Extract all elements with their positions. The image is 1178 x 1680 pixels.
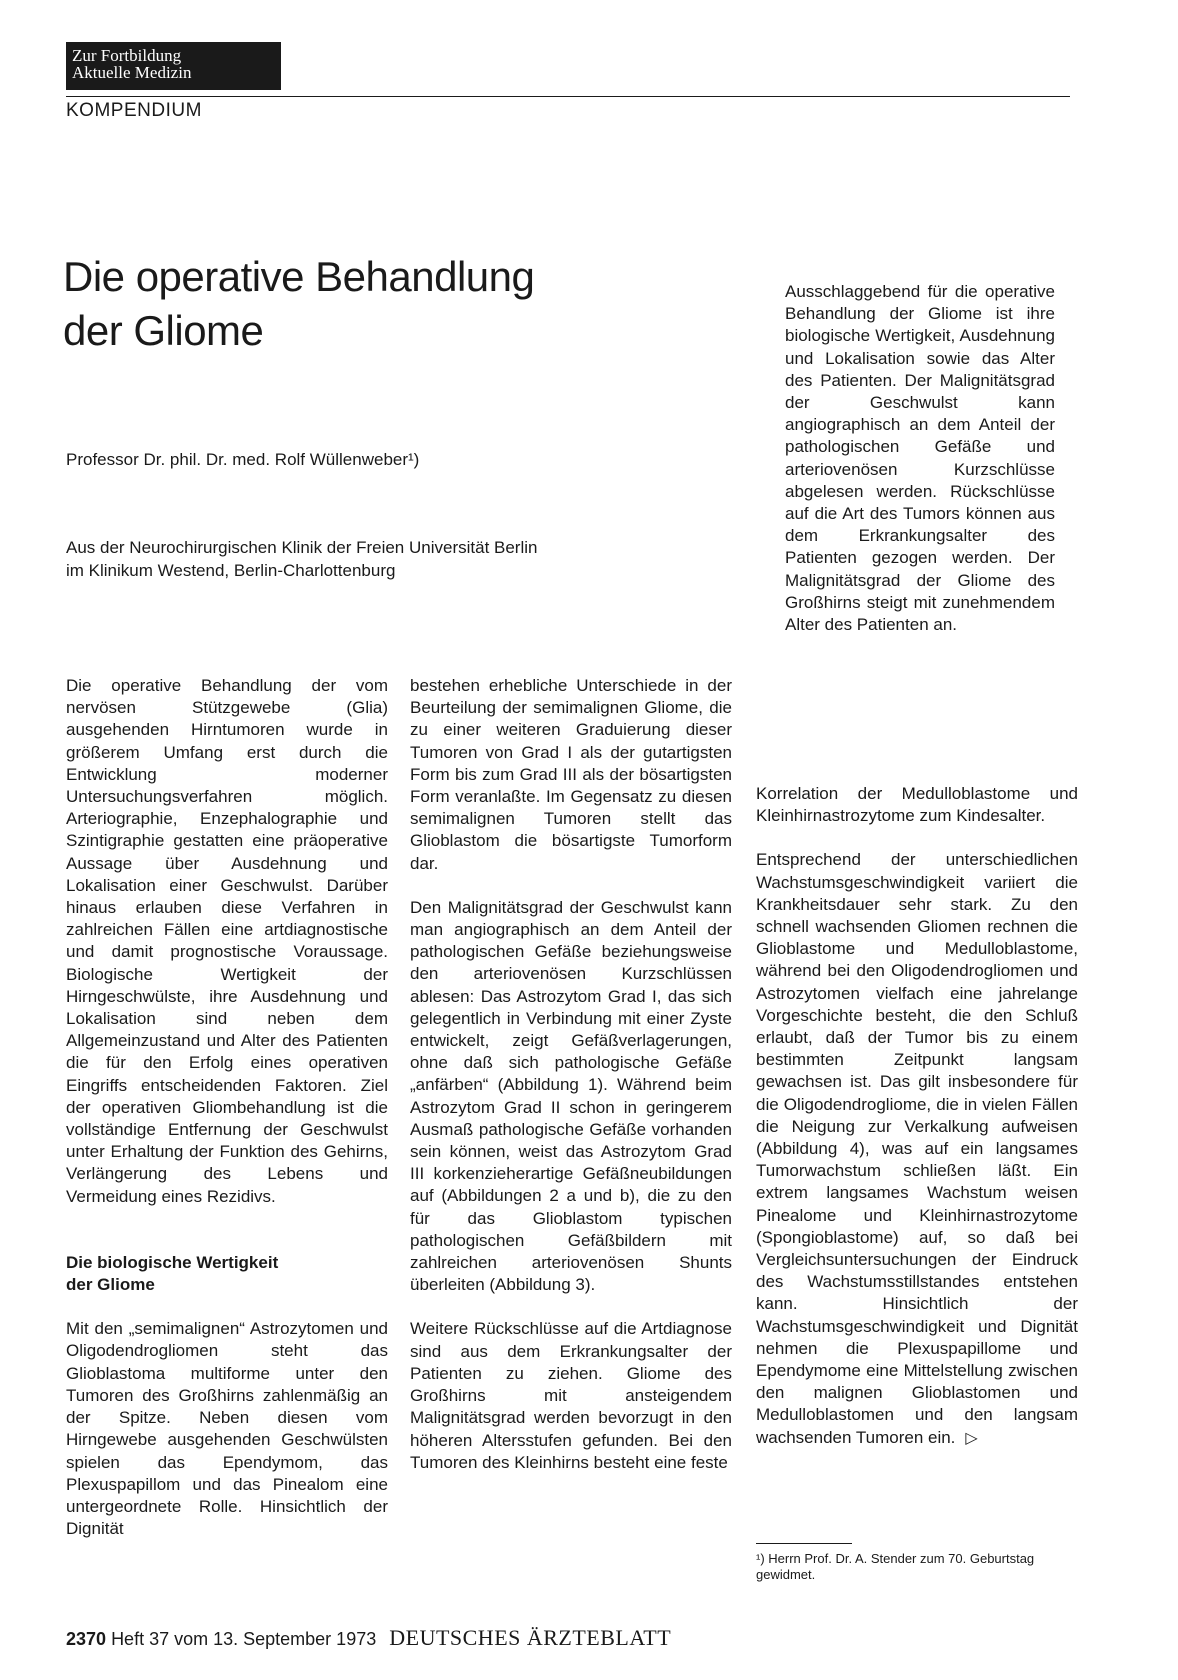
col2-paragraph-1: bestehen erhebliche Unterschiede in der Beurteilung der semimalignen Gliome, die zu einer weiteren Graduierung dieser Tumoren von Grad I als der gutartigsten Form bis zum Grad III als der bösartigsten Form veranlaßte. Im Gegensatz zu diesen semimalignen Tumoren stellt das Glioblastom die bösartigste Tumorform dar. xyxy=(410,676,732,873)
abstract-column xyxy=(785,281,1055,636)
title-line-2: der Gliome xyxy=(63,307,264,354)
section-label: KOMPENDIUM xyxy=(66,100,202,121)
badge-line-1: Zur Fortbildung xyxy=(72,46,182,65)
col2-paragraph-2: Den Malignitätsgrad der Geschwulst kann man angiographisch an dem Anteil der pathologischen Gefäße beziehungsweise den arteriovenösen Kurzschlüssen ablesen: Das Astrozytom Grad I, das sich gelegentlich in Verbindung mit einer Zyste entwickelt, zeigt Gefäßverlagerungen, ohne daß sich pathologische Gefäße „anfärben“ (Abbildung 1). Während beim Astrozytom Grad II schon in geringerem Ausmaß pathologische Gefäße vorhanden sein können, weist das Astrozytom Grad III korkenzieherartige Gefäßneubildungen auf (Abbildungen 2 a und b), die zu den für das Glioblastom typischen pathologischen Gefäßbildern mit zahlreichen arteriovenösen Shunts überleiten (Abbildung 3). xyxy=(410,897,732,1295)
article-author: Professor Dr. phil. Dr. med. Rolf Wüllenweber¹) xyxy=(66,450,420,469)
subheading-line-2: der Gliome xyxy=(66,1275,155,1295)
issue-info: Heft 37 vom 13. September 1973 xyxy=(111,1629,377,1649)
footnote: ¹) Herrn Prof. Dr. A. Stender zum 70. Geburtstag gewidmet. xyxy=(756,1551,1035,1582)
col3-paragraph-1: Korrelation der Medulloblastome und Kleinhirnastrozytome zum Kindesalter. xyxy=(756,784,1078,826)
body-column-2 xyxy=(410,675,732,1474)
section-subheading xyxy=(66,1252,388,1296)
col3-paragraph-2-text: Entsprechend der unterschiedlichen Wachstumsgeschwindigkeit variiert die Krankheitsdauer sehr stark. Zu den schnell wachsenden Gliomen rechnen die Glioblastome und Medulloblastome, während bei den Oligodendrogliomen und Astrozytomen vielfach eine jahrelange Vorgeschichte besteht, die den Schluß erlaubt, daß der Tumor bis zu einem bestimmten Zeitpunkt langsam gewachsen ist. Das gilt insbesondere für die Oligodendrogliome, die in vielen Fällen die Neigung zur Verkalkung aufweisen (Abbildung 4), was auf ein langsames Tumorwachstum schließen läßt. Ein extrem langsames Wachstum weisen Pinealome und Kleinhirnastrozytome (Spongioblastome) auf, so daß bei Vergleichsuntersuchungen der Eindruck des Wachstumsstillstandes entstehen kann. Hinsichtlich der Wachstumsgeschwindigkeit und Dignität nehmen die Plexuspapillome und Ependymome eine Mittelstellung zwischen den malignen Glioblastomen und Medulloblastomen und den langsam wachsenden Tumoren ein. xyxy=(756,850,1078,1447)
badge-line-2: Aktuelle Medizin xyxy=(72,63,192,82)
body-column-1 xyxy=(66,675,388,1540)
section-badge xyxy=(66,42,281,90)
affiliation-line-1: Aus der Neurochirurgischen Klinik der Freien Universität Berlin xyxy=(66,538,538,557)
page-number: 2370 xyxy=(66,1629,107,1649)
col1-paragraph-2: Mit den „semimalignen“ Astrozytomen und Oligodendrogliomen steht das Glioblastoma multiforme unter den Tumoren des Großhirns zahlenmäßig an der Spitze. Neben diesen vom Hirngewebe ausgehenden Geschwülsten spielen das Ependymom, das Plexuspapillom und das Pinealom eine untergeordnete Rolle. Hinsichtlich der Dignität xyxy=(66,1319,388,1539)
continue-arrow-icon: ▷ xyxy=(965,1429,978,1447)
col3-paragraph-2 xyxy=(756,849,1078,1449)
journal-name: DEUTSCHES ÄRZTEBLATT xyxy=(389,1625,672,1650)
subheading-line-1: Die biologische Wertigkeit xyxy=(66,1252,279,1272)
article-affiliation xyxy=(66,536,537,582)
abstract-text: Ausschlaggebend für die operative Behandlung der Gliome ist ihre biologische Wertigkeit, Ausdehnung und Lokalisation sowie das Alter des Patienten. Der Malignitätsgrad der Geschwulst kann angiographisch an dem Anteil der pathologischen Gefäße und arteriovenösen Kurzschlüsse abgelesen werden. Rückschlüsse auf die Art des Tumors können aus dem Erkrankungsalter des Patienten gezogen werden. Der Malignitätsgrad der Gliome des Großhirns steigt mit zunehmendem Alter des Patienten an. xyxy=(785,282,1055,635)
article-title xyxy=(63,250,534,358)
col2-paragraph-3: Weitere Rückschlüsse auf die Artdiagnose sind aus dem Erkrankungsalter der Patienten zu ziehen. Gliome des Großhirns mit ansteigendem Malignitätsgrad werden bevorzugt in den höheren Altersstufen gefunden. Bei den Tumoren des Kleinhirns besteht eine feste xyxy=(410,1319,732,1472)
page-footer xyxy=(66,1625,671,1651)
col1-paragraph-1: Die operative Behandlung der vom nervösen Stützgewebe (Glia) ausgehenden Hirntumoren wurde in größerem Umfang erst durch die Entwicklung moderner Untersuchungsverfahren möglich. Arteriographie, Enzephalographie und Szintigraphie gestatten eine präoperative Aussage über Ausdehnung und Lokalisation einer Geschwulst. Darüber hinaus erlauben diese Verfahren in zahlreichen Fällen eine artdiagnostische und damit prognostische Voraussage. Biologische Wertigkeit der Hirngeschwülste, ihre Ausdehnung und Lokalisation sind neben dem Allgemeinzustand und Alter des Patienten die für den Erfolg eines operativen Eingriffs entscheidenden Faktoren. Ziel der operativen Gliombehandlung ist die vollständige Entfernung der Geschwulst unter Erhaltung der Funktion des Gehirns, Verlängerung des Lebens und Vermeidung eines Rezidivs. xyxy=(66,676,388,1206)
affiliation-line-2: im Klinikum Westend, Berlin-Charlottenburg xyxy=(66,561,396,580)
footnote-rule xyxy=(756,1543,852,1544)
body-column-3 xyxy=(756,783,1078,1450)
title-line-1: Die operative Behandlung xyxy=(63,253,535,300)
header-rule xyxy=(66,96,1070,97)
